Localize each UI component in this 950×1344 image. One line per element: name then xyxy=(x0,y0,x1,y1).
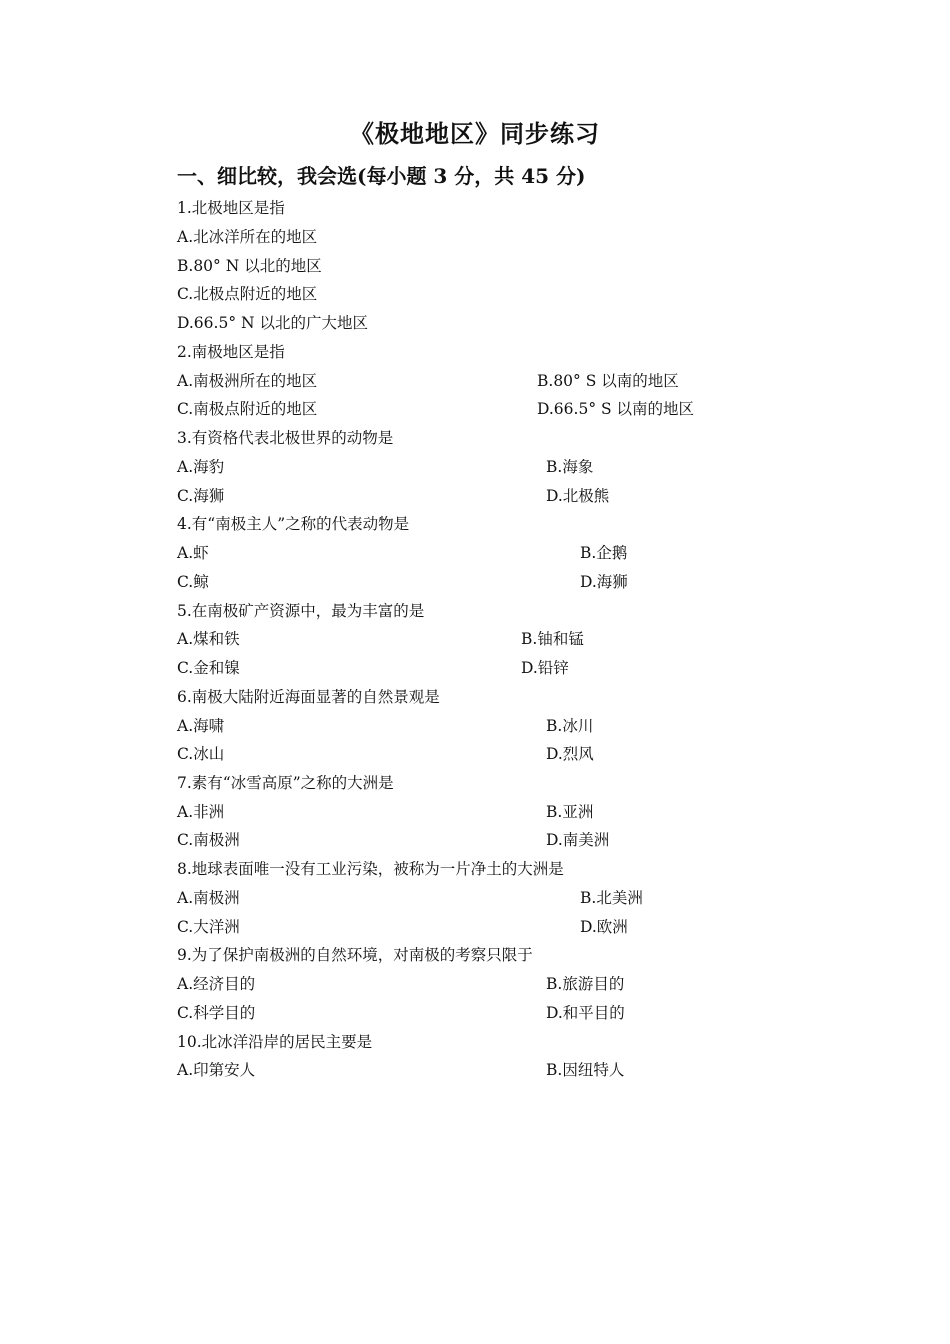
q6-option-c: C.冰山 xyxy=(177,745,225,763)
question-1: 1.北极地区是指 xyxy=(177,199,285,217)
q7-option-c: C.南极洲 xyxy=(177,831,240,849)
q4-option-b: B.企鹅 xyxy=(580,544,628,562)
q9-option-a: A.经济目的 xyxy=(177,975,256,993)
q3-option-b: B.海象 xyxy=(546,458,594,476)
q3-option-c: C.海狮 xyxy=(177,487,225,505)
question-2: 2.南极地区是指 xyxy=(177,343,285,361)
q4-option-a: A.虾 xyxy=(177,544,209,562)
q8-option-a: A.南极洲 xyxy=(177,889,240,907)
q2-option-a: A.南极洲所在的地区 xyxy=(177,372,318,390)
q7-option-d: D.南美洲 xyxy=(546,831,610,849)
q1-option-b: B.80° N 以北的地区 xyxy=(177,257,322,275)
question-8: 8.地球表面唯一没有工业污染，被称为一片净土的大洲是 xyxy=(177,860,564,878)
q2-option-b: B.80° S 以南的地区 xyxy=(537,372,679,390)
q2-option-c: C.南极点附近的地区 xyxy=(177,400,318,418)
q8-option-b: B.北美洲 xyxy=(580,889,643,907)
question-10: 10.北冰洋沿岸的居民主要是 xyxy=(177,1033,373,1051)
q1-option-c: C.北极点附近的地区 xyxy=(177,285,318,303)
question-4: 4.有“南极主人”之称的代表动物是 xyxy=(177,515,410,533)
q1-option-d: D.66.5° N 以北的广大地区 xyxy=(177,314,368,332)
q7-option-a: A.非洲 xyxy=(177,803,225,821)
q1-option-a: A.北冰洋所在的地区 xyxy=(177,228,318,246)
page-title: 《极地地区》同步练习 xyxy=(350,119,600,148)
q6-option-d: D.烈风 xyxy=(546,745,594,763)
q9-option-d: D.和平目的 xyxy=(546,1004,625,1022)
q2-option-d: D.66.5° S 以南的地区 xyxy=(537,400,695,418)
q3-option-d: D.北极熊 xyxy=(546,487,610,505)
question-6: 6.南极大陆附近海面显著的自然景观是 xyxy=(177,688,440,706)
q10-option-b: B.因纽特人 xyxy=(546,1061,625,1079)
q4-option-d: D.海狮 xyxy=(580,573,628,591)
question-9: 9.为了保护南极洲的自然环境，对南极的考察只限于 xyxy=(177,946,533,964)
question-5: 5.在南极矿产资源中，最为丰富的是 xyxy=(177,602,425,620)
q8-option-d: D.欧洲 xyxy=(580,918,628,936)
q5-option-d: D.铅锌 xyxy=(521,659,569,677)
q9-option-c: C.科学目的 xyxy=(177,1004,256,1022)
q6-option-b: B.冰川 xyxy=(546,717,594,735)
q5-option-a: A.煤和铁 xyxy=(177,630,240,648)
q3-option-a: A.海豹 xyxy=(177,458,225,476)
q8-option-c: C.大洋洲 xyxy=(177,918,240,936)
section-heading: 一、细比较，我会选(每小题 3 分，共 45 分) xyxy=(177,164,586,188)
q4-option-c: C.鲸 xyxy=(177,573,209,591)
q5-option-b: B.铀和锰 xyxy=(521,630,584,648)
question-3: 3.有资格代表北极世界的动物是 xyxy=(177,429,394,447)
question-7: 7.素有“冰雪高原”之称的大洲是 xyxy=(177,774,394,792)
q7-option-b: B.亚洲 xyxy=(546,803,594,821)
q6-option-a: A.海啸 xyxy=(177,717,225,735)
q5-option-c: C.金和镍 xyxy=(177,659,240,677)
q10-option-a: A.印第安人 xyxy=(177,1061,256,1079)
q9-option-b: B.旅游目的 xyxy=(546,975,625,993)
